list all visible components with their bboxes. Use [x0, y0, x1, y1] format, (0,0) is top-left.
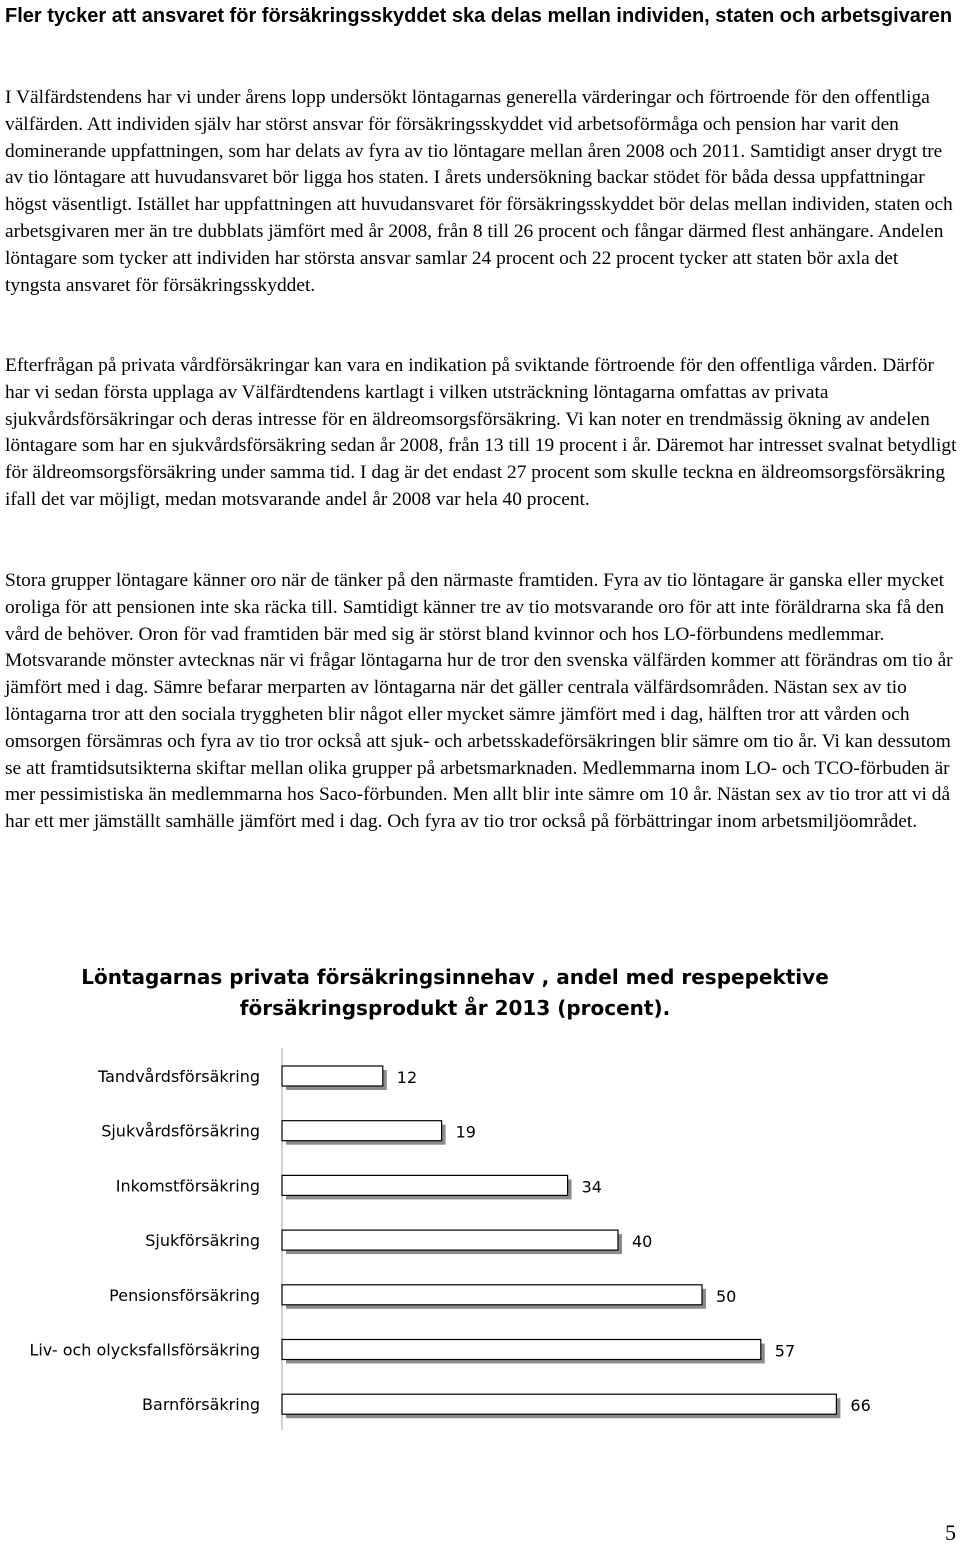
category-label: Barnförsäkring — [142, 1395, 260, 1415]
bar-chart — [0, 1040, 960, 1440]
category-label: Liv- och olycksfallsförsäkring — [29, 1340, 260, 1360]
value-label: 40 — [632, 1232, 653, 1252]
value-label: 50 — [716, 1286, 737, 1306]
category-label: Sjukvårdsförsäkring — [101, 1121, 260, 1141]
category-label: Pensionsförsäkring — [109, 1285, 260, 1305]
value-label: 66 — [850, 1396, 871, 1416]
value-label: 34 — [581, 1177, 602, 1197]
bar — [282, 1394, 836, 1414]
paragraph-attitudes: I Välfärdstendens har vi under årens lopp undersökt löntagarnas generella värderingar och förtroende för den offentliga välfärden. Att individen själv har störst ansvar för försäkringsskyddet vid arbetsoförmåga och pension har varit den dominerande uppfattningen, som har delats av fyra av tio löntagare mellan åren 2008 och 2011. Samtidigt anser drygt tre av tio löntagare att huvudansvaret bör ligga hos staten. I årets undersökning backar stödet för båda dessa uppfattningar högst väsentligt. Istället har uppfattningen att huvudansvaret för försäkringsskyddet bör delas mellan individen, staten och arbetsgivaren mer än tre dubblats jämfört med år 2008, från 8 till 26 procent och fångar därmed flest anhängare. Andelen löntagare som tycker att individen har största ansvar samlar 24 procent och 22 procent tycker att staten bör axla det tyngsta ansvaret för försäkringsskyddet. — [5, 87, 953, 296]
value-label: 57 — [774, 1341, 796, 1361]
bar — [282, 1340, 761, 1360]
category-label: Tandvårdsförsäkring — [97, 1067, 260, 1086]
value-label: 19 — [455, 1122, 476, 1142]
chart-title-line-1: Löntagarnas privata försäkringsinnehav , andel med respepektive — [81, 965, 829, 989]
bar — [282, 1230, 618, 1250]
chart-title — [60, 962, 850, 1024]
chart-title-line-2: försäkringsprodukt år 2013 (procent). — [239, 996, 671, 1020]
paragraph-future-worries: Stora grupper löntagare känner oro när de tänker på den närmaste framtiden. Fyra av tio löntagare är ganska eller mycket oroliga för att pensionen inte ska räcka till. Samtidigt känner tre av tio motsvarande oro för att inte föräldrarna ska få den vård de behöver. Oron för vad framtiden bär med sig är störst bland kvinnor och hos LO-förbundens medlemmar. Motsvarande mönster avtecknas när vi frågar löntagarna hur de tror den svenska välfärden kommer att förändras om tio år jämfört med i dag. Sämre befarar merparten av löntagarna när det gäller centrala välfärdsområden. Nästan sex av tio löntagarna tror att den sociala tryggheten blir något eller mycket sämre jämfört med i dag, hälften tror att vården och omsorgen försämras och fyra av tio tror också att sjuk- och arbetsskadeförsäkringen blir sämre om tio år. Vi kan dessutom se att framtidsutsikterna skiftar mellan olika grupper på arbetsmarknaden. Medlemmarna inom LO- och TCO-förbuden är mer pessimistiska än medlemmarna hos Saco-förbunden. Men allt blir inte sämre om 10 år. Nästan sex av tio tror att vi då har ett mer jämställt samhälle jämfört med i dag. Och fyra av tio tror också på förbättringar inom arbetsmiljöområdet. — [5, 570, 953, 833]
bar — [282, 1285, 702, 1305]
category-label: Sjukförsäkring — [145, 1231, 260, 1251]
bar — [282, 1175, 568, 1195]
category-label: Inkomstförsäkring — [115, 1176, 260, 1196]
bar — [282, 1121, 442, 1141]
value-label: 12 — [396, 1068, 418, 1087]
paragraph-private-insurance: Efterfrågan på privata vårdförsäkringar kan vara en indikation på sviktande förtroende för den offentliga vården. Därför har vi sedan första upplaga av Välfärdtendens kartlagt i vilken utsträckning löntagarna omfattas av privata sjukvårdsförsäkringar och deras intresse för en äldreomsorgsförsäkring. Vi kan noter en trendmässig ökning av andelen löntagare som har en sjukvårdsförsäkring sedan år 2008, från 13 till 19 procent i år. Däremot har intresset svalnat betydligt för äldreomsorgsförsäkring under samma tid. I dag är det endast 27 procent som skulle teckna en äldreomsorgsförsäkring ifall det var möjligt, medan motsvarande andel år 2008 var hela 40 procent. — [5, 355, 957, 510]
bar — [282, 1066, 383, 1086]
page-number: 5 — [945, 1520, 956, 1545]
section-heading: Fler tycker att ansvaret för försäkringsskyddet ska delas mellan individen, staten och arbetsgivaren — [5, 5, 953, 27]
